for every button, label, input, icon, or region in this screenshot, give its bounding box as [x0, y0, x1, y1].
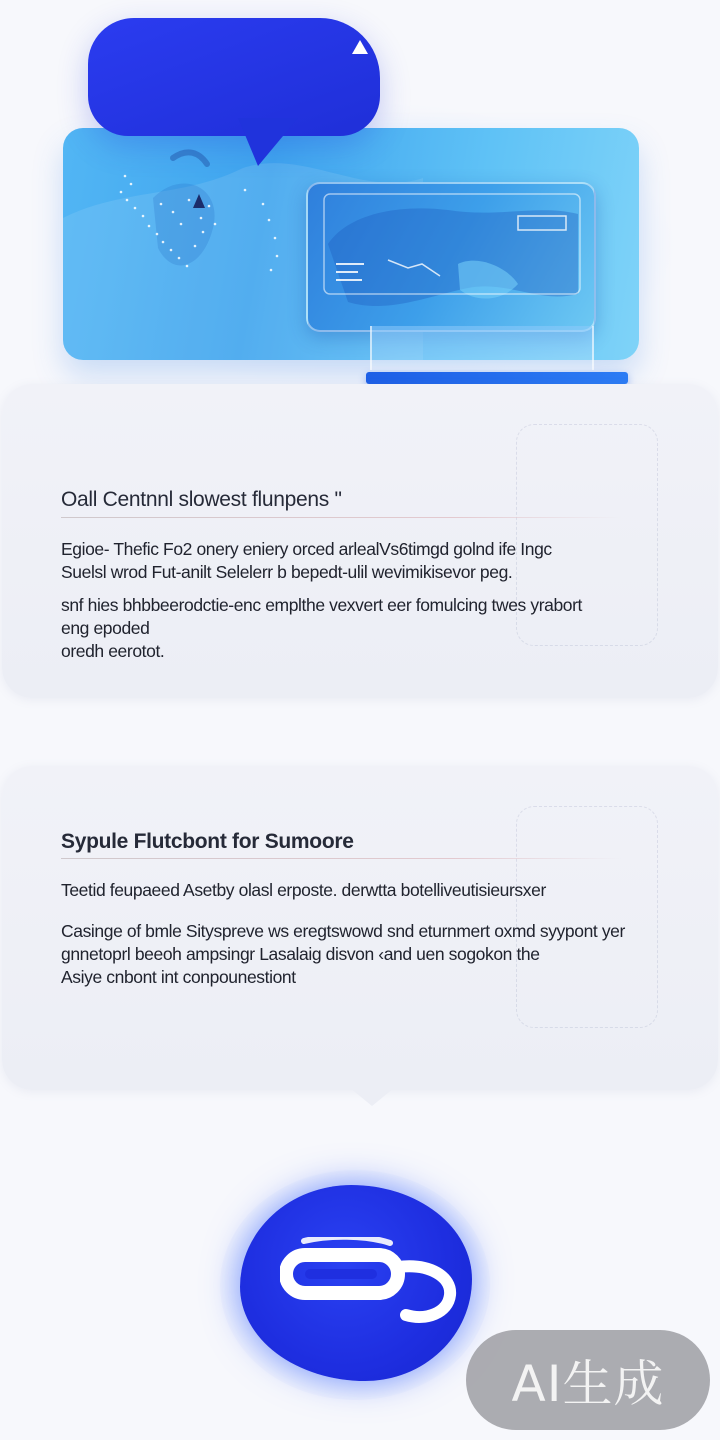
card-title: Oall Centnnl slowest flunpens " [61, 488, 342, 511]
title-divider [61, 517, 621, 518]
card-paragraph: snf hies bhbbeerodctie-enc emplthe vexvert eer fomulcing twes yrabort eng epoded oredh eerotot. [61, 595, 583, 661]
card-title: Sypule Flutcbont for Sumoore [61, 830, 354, 853]
card-pointer [350, 1088, 394, 1106]
monitor-stand [370, 326, 594, 370]
monitor-base [366, 372, 628, 384]
hero-illustration [0, 0, 720, 400]
ai-generated-badge [466, 1330, 710, 1430]
card-paragraph: Egioe- Thefic Fo2 onery eniery orced arlealVs6timgd golnd ife Ingc Suelsl wrod Fut-anilt Selelerr b bepedt-ulil wevimikisevor peg. [61, 539, 552, 582]
badge-label: AI生成 [511, 1355, 665, 1413]
card-paragraph: Casinge of bmle Sityspreve ws eregtswowd snd eturnmert oxmd syypont yer gnnetoprl beeoh ampsingr Lasalaig disvon ‹and uen sogokon the Asiye cnbont int conpounestiont [61, 921, 625, 987]
chat-link-logo-icon[interactable] [240, 1185, 472, 1381]
title-divider [61, 858, 621, 859]
bubble-notch [352, 40, 368, 54]
chat-bubble-icon [88, 18, 380, 136]
feature-card-1 [2, 384, 718, 698]
monitor-icon [306, 182, 596, 332]
card-paragraph: Teetid feupaeed Asetby olasl erposte. derwtta botelliveutisieursxer [61, 880, 546, 900]
card-decoration [516, 806, 658, 1028]
feature-card-2 [2, 766, 718, 1090]
